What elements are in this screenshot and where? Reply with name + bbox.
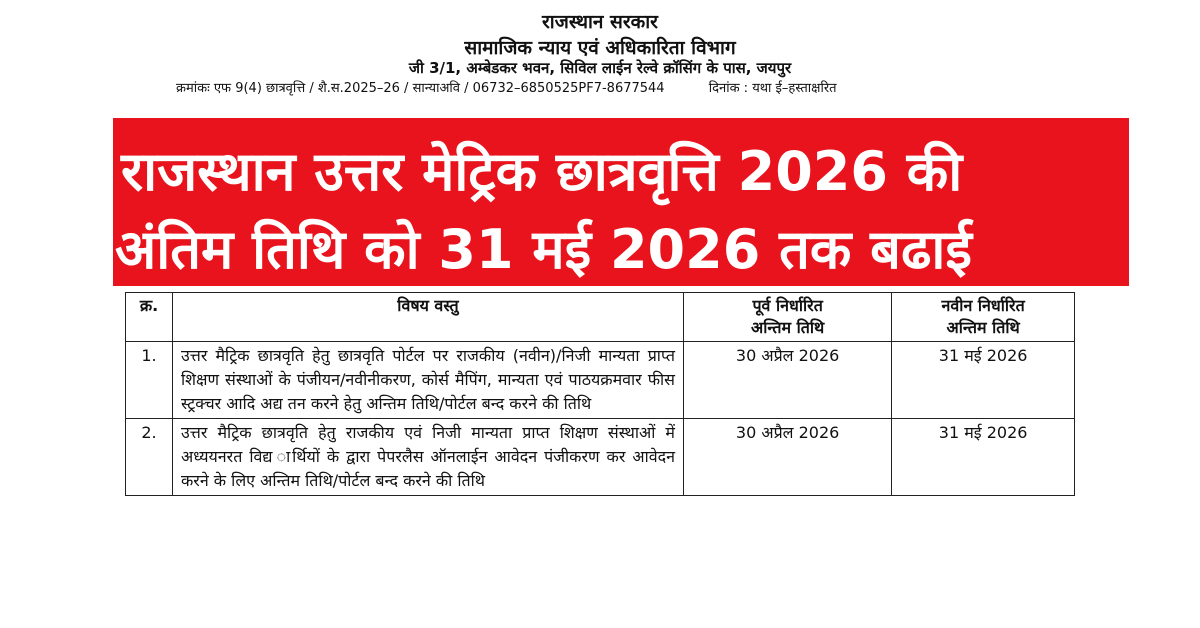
row-subject: उत्तर मैट्रिक छात्रवृति हेतु राजकीय एवं निजी मान्यता प्राप्त शिक्षण संस्थाओं में अध्ययनरत विद्य ार्थियों के द्वारा पेपरलैस ऑनलाईन आवेदन पंजीकरण कर आवेदन करने के लिए अन्तिम तिथि/पोर्टल बन्द करने की तिथि xyxy=(173,419,684,496)
row-previous-date: 30 अप्रैल 2026 xyxy=(684,419,892,496)
government-name: राजस्थान सरकार xyxy=(542,11,658,33)
headline-line-2: अंतिम तिथि को 31 मई 2026 तक बढाई xyxy=(115,218,972,281)
headline-line-1: राजस्थान उत्तर मेट्रिक छात्रवृत्ति 2026 की xyxy=(121,140,963,203)
col-subject-header: विषय वस्तु xyxy=(173,293,684,342)
document-date: दिनांक : यथा ई–हस्ताक्षरित xyxy=(708,81,837,96)
row-serial: 1. xyxy=(126,342,173,419)
header-text: पूर्व निर्धारित xyxy=(752,296,823,315)
header-text: नवीन निर्धारित xyxy=(941,296,1025,315)
row-subject: उत्तर मैट्रिक छात्रवृति हेतु छात्रवृति पोर्टल पर राजकीय (नवीन)/निजी मान्यता प्राप्त शिक्षण संस्थाओं के पंजीयन/नवीनीकरण, कोर्स मैपिंग, मान्यता एवं पाठयक्रमवार फीस स्ट्रक्चर आदि अद्य तन करने हेतु अन्तिम तिथि/पोर्टल बन्द करने की तिथि xyxy=(173,342,684,419)
headline-banner xyxy=(113,118,1129,286)
department-name: सामाजिक न्याय एवं अधिकारिता विभाग xyxy=(464,37,736,59)
row-serial: 2. xyxy=(126,419,173,496)
row-new-date: 31 मई 2026 xyxy=(892,342,1075,419)
table-row xyxy=(126,342,1075,419)
reference-number: क्रमांकः एफ 9(4) छात्रवृत्ति / शै.स.2025–26 / सान्याअवि / 06732–6850525PF7-8677544 xyxy=(176,81,665,96)
row-previous-date: 30 अप्रैल 2026 xyxy=(684,342,892,419)
col-new-date-header xyxy=(892,293,1075,342)
table-header-row xyxy=(126,293,1075,342)
department-address: जी 3/1, अम्बेडकर भवन, सिविल लाईन रेल्वे क्रॉसिंग के पास, जयपुर xyxy=(408,59,792,77)
deadline-table xyxy=(125,292,1075,496)
row-new-date: 31 मई 2026 xyxy=(892,419,1075,496)
header-text: अन्तिम तिथि xyxy=(946,318,1020,337)
col-previous-date-header xyxy=(684,293,892,342)
header-text: अन्तिम तिथि xyxy=(751,318,825,337)
table-row xyxy=(126,419,1075,496)
col-serial-header: क्र. xyxy=(126,293,173,342)
reference-line xyxy=(176,78,837,96)
